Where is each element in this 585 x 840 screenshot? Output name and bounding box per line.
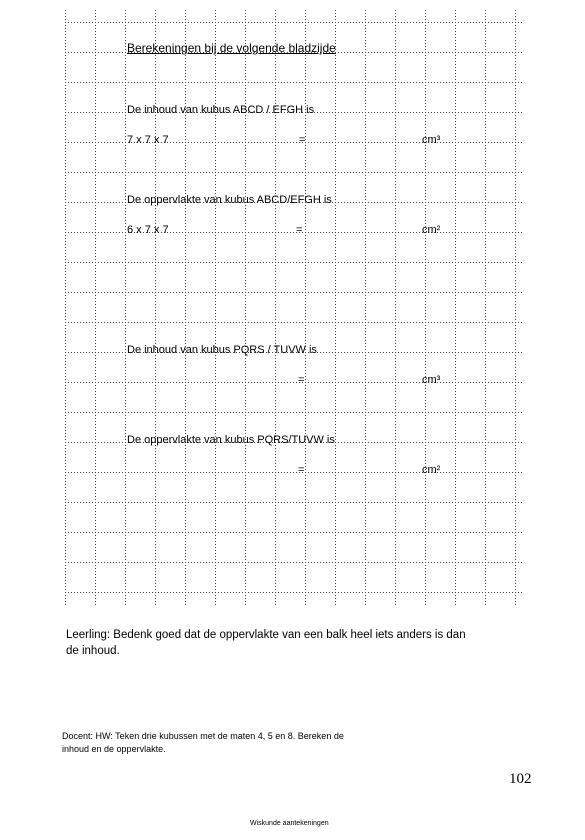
block-1-expression: 7 x 7 x 7 bbox=[127, 134, 169, 146]
block-4-label: De oppervlakte van kubus PQRS/TUVW is bbox=[127, 434, 335, 446]
block-2-expression: 6 x 7 x 7 bbox=[127, 224, 169, 236]
page-footer: Wiskunde aantekeningen bbox=[250, 820, 329, 827]
block-2-unit: cm² bbox=[422, 224, 441, 236]
block-3-equals: = bbox=[298, 374, 305, 386]
page-heading: Berekeningen bij de volgende bladzijde bbox=[127, 41, 336, 55]
page-number: 102 bbox=[509, 771, 532, 787]
teacher-note: Docent: HW: Teken drie kubussen met de maten 4, 5 en 8. Bereken de inhoud en de oppervlakte. bbox=[62, 731, 344, 754]
block-1-equals: = bbox=[299, 134, 306, 146]
block-2-equals: = bbox=[296, 224, 303, 236]
student-note: Leerling: Bedenk goed dat de oppervlakte van een balk heel iets anders is dan de inhoud. bbox=[66, 629, 466, 657]
block-1-unit: cm³ bbox=[422, 134, 441, 146]
block-2-label: De oppervlakte van kubus ABCD/EFGH is bbox=[127, 194, 332, 206]
block-4-unit: cm² bbox=[422, 464, 441, 476]
block-3-label: De inhoud van kubus PQRS / TUVW is bbox=[127, 344, 317, 356]
block-1-label: De inhoud van kubus ABCD / EFGH is bbox=[127, 104, 315, 116]
block-3-unit: cm³ bbox=[422, 374, 441, 386]
block-4-equals: = bbox=[298, 464, 305, 476]
